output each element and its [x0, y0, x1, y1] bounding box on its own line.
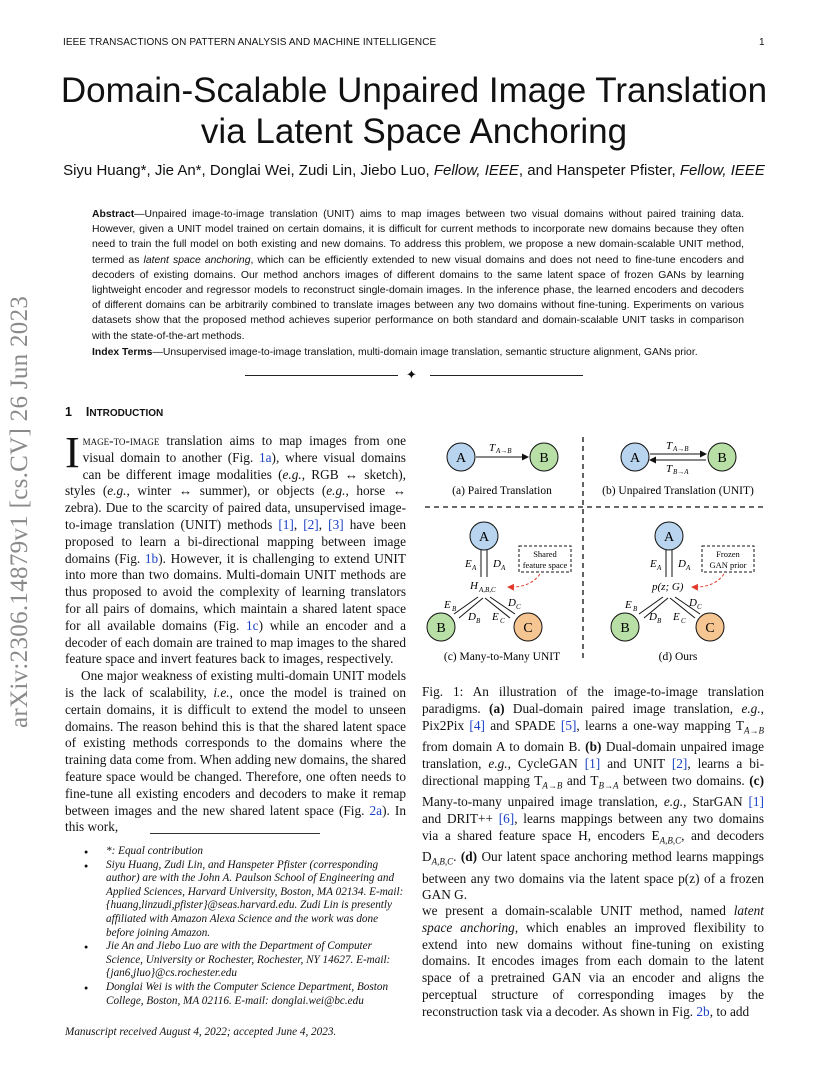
drop-cap: I [65, 428, 80, 477]
text-run: ) while an encoder and a decoder of each domain are trained to map images to the shared feature space and invert features back to images, respectively. [65, 617, 406, 667]
title-line-2: via Latent Space Anchoring [200, 112, 628, 151]
citation-4[interactable]: [4] [469, 717, 485, 733]
text-run: , learns a one-way mapping T [576, 717, 744, 733]
node-a-label: A [478, 530, 490, 545]
text-run: , RGB ↔ sketch), styles ( [65, 466, 407, 499]
index-terms [92, 347, 752, 358]
node-b-label: B [539, 451, 549, 466]
text-run: ), where visual domains can be different image modalities ( [82, 449, 406, 482]
section-heading [65, 405, 163, 419]
d-b-sub: B [476, 617, 481, 625]
t-label: T [666, 463, 673, 475]
d-c-label: D [689, 597, 697, 609]
shared-line-1: Shared [533, 549, 557, 559]
text-run: e.g. [107, 483, 127, 499]
e-b-label: E [625, 599, 632, 611]
arxiv-stamp: arXiv:2306.14879v1 [cs.CV] 26 Jun 2023 [6, 295, 33, 728]
citation-5[interactable]: [5] [560, 717, 577, 733]
node-b-label: B [717, 451, 727, 466]
text-run: e.g. [741, 700, 761, 716]
intro-column [65, 428, 407, 836]
red-pointer [508, 574, 540, 587]
t-label: T [489, 442, 496, 454]
dec-a-sub: A [686, 564, 691, 572]
intro-paragraph-1: Image-to-image translation aims to map images from one visual domain to another (Fig. 1a), where visual domains can be different image modalities (e.g., RGB ↔ sketch), styles (e.g., winter ↔ summer), or objects (e.g., horse ↔ zebra). Due to the scarcity of paired data, unsupervised image-to-image translation (UNIT) methods [1], [2], [3] have been proposed to learn a bi-directional mapping between image domains (Fig. 1b). However, it is challenging to extend UNIT into more than two domains. Multi-domain UNIT methods are thus proposed to avoid the complexity of learning translators for all pairs of domains, which maintain a shared latent space for all available domains (Fig. 1c) while an encoder and a decoder of each domain are trained to map images to the shared feature space and invert features back to images, respectively. [65, 428, 407, 667]
dec-a-label: D [678, 558, 686, 570]
footnote-item: ● *: Equal contribution [106, 845, 406, 859]
footnote-item: ● Jie An and Jiebo Luo are with the Department of Computer Science, University or Rochester, Rochester, NY 14627. E-mail: {jan6,jluo}@cs.rochester.edu [106, 940, 406, 981]
footnote-item: ● Donglai Wei is with the Computer Science Department, Boston College, Boston, MA 02116. E-mail: donglai.wei@bc.edu [106, 981, 406, 1008]
manuscript-note: Manuscript received August 4, 2022; accepted June 4, 2023. [65, 1026, 337, 1038]
text-run: , winter ↔ summer), or objects ( [126, 483, 327, 499]
separator-ornament: ✦ [406, 367, 417, 382]
text-run: A,B,C [659, 835, 682, 846]
latent-label: p(z; G) [652, 581, 684, 593]
d-b-sub: B [657, 617, 662, 625]
text-run: (b) [585, 739, 602, 755]
fig-ref-1c[interactable]: 1c [246, 617, 259, 633]
index-terms-label: Index Terms [92, 347, 153, 358]
text-run: , horse ↔ zebra). Due to the scarcity of paired data, unsupervised image-to-image translation (UNIT) methods [65, 483, 407, 532]
node-b-label: B [620, 621, 630, 636]
abstract-text-1: —Unpaired image-to-image translation (UNIT) aims to map images between two visual domains without paired training data. However, given a UNIT model trained on certain domains, it is difficult for current methods to incorporate new domains because they often need to train the full model on both existing and new domains. To address this problem, we propose a new domain-scalable UNIT method, termed as [92, 209, 744, 266]
text-run: , once the model is trained on certain domains, it is difficult to extend the model to unseen domains. The reason behind this is that the shared latent space of existing methods corresponds to the domains where the training data come from. When adding new domains, the shared feature space would be changed. Therefore, one often needs to fine-tune all existing encoders and decoders to make it remap between images and the new shared latent space (Fig. [65, 684, 406, 818]
text-run: , and decoders D [422, 827, 764, 865]
text-run: Dual-domain unpaired image translation, [422, 739, 765, 771]
t-sub: B→A [673, 468, 689, 476]
node-a-label: A [455, 451, 467, 466]
text-run: have been proposed to learn a bi-directional mapping between image domains (Fig. [65, 516, 406, 566]
caption-a: (a) Paired Translation [452, 485, 552, 497]
dec-a-label: D [493, 558, 501, 570]
e-c-sub: C [500, 617, 505, 625]
text-run: e.g. [663, 794, 684, 810]
fellow-title-1: Fellow, IEEE [433, 162, 519, 179]
enc-a-label: E [650, 558, 657, 570]
citation-3[interactable]: [3] [328, 516, 344, 532]
caption-b: (b) Unpaired Translation (UNIT) [602, 485, 754, 497]
fig-ref-2a[interactable]: 2a [369, 802, 383, 818]
text-run: Fig. 1: An illustration of the image-to-image translation paradigms. [422, 684, 764, 716]
citation-1[interactable]: [1] [584, 755, 601, 771]
text-run: e.g. [282, 466, 302, 482]
title-line-1: Domain-Scalable Unpaired Image Translation [60, 71, 768, 110]
text-run: (d) [460, 849, 478, 865]
text-run: Our latent space anchoring method learns mappings between any two domains via the latent space p(z) of a frozen GAN G. [422, 849, 764, 903]
node-b-label: B [436, 621, 446, 636]
abstract-label: Abstract [92, 209, 135, 220]
citation-2[interactable]: [2] [303, 516, 319, 532]
d-b-label: D [468, 611, 476, 623]
text-run: and T [562, 772, 599, 788]
fig-ref-1a[interactable]: 1a [258, 449, 272, 465]
t-sub: A→B [673, 445, 689, 453]
e-b-label: E [444, 599, 451, 611]
text-run: and DRIT++ [422, 810, 499, 826]
figure-1 [420, 432, 770, 672]
footnotes [84, 845, 406, 1008]
text-run: latent space anchoring [422, 903, 764, 935]
footnote-rule [150, 833, 320, 834]
text-run: , learns a bi-directional mapping T [422, 755, 764, 788]
footnote-item: ● Siyu Huang, Zudi Lin, and Hanspeter Pfister (corresponding author) are with the John A. Paulson School of Engineering and Applied Sciences, Harvard University, Boston, MA 02134. E-mail: {huang,linzudi,pfister}@seas.harvard.edu. Zudi Lin is presently affiliated with Amazon Alexa Science and the work was done before joining Amazon. [106, 859, 406, 941]
d-b-label: D [649, 611, 657, 623]
text-run: and UNIT [600, 755, 672, 771]
paper-title [40, 70, 788, 152]
caption-d: (d) Ours [658, 651, 698, 663]
journal-header: IEEE TRANSACTIONS ON PATTERN ANALYSIS AND MACHINE INTELLIGENCE [63, 37, 437, 48]
text-run: translation aims to map images from one visual domain to another (Fig. [82, 433, 406, 465]
dec-a-sub: A [501, 564, 506, 572]
e-c-label: E [492, 611, 499, 623]
section-number: 1 [65, 405, 72, 419]
text-run: A→B [744, 725, 764, 736]
shared-line-2: feature space [522, 560, 568, 570]
node-a-label: A [629, 451, 641, 466]
text-run: we present a domain-scalable UNIT method, named [422, 903, 734, 918]
text-run: StarGAN [692, 794, 749, 810]
caption-c: (c) Many-to-Many UNIT [443, 651, 561, 663]
enc-a-sub: A [657, 564, 662, 572]
index-terms-text: —Unsupervised image-to-image translation, multi-domain image translation, semantic structure alignment, GANs prior. [152, 347, 698, 358]
text-run: A,B,C [431, 856, 454, 867]
text-run: ). In this work, [65, 802, 407, 835]
text-run: from domain A to domain B. [422, 739, 586, 755]
page-number: 1 [759, 37, 765, 48]
citation-1[interactable]: [1] [278, 516, 294, 532]
text-run: between two domains. [618, 772, 750, 788]
right-column-text [422, 903, 764, 1021]
text-run: (c) [749, 772, 764, 788]
section-title-rest: NTRODUCTION [89, 408, 164, 419]
separator-right [430, 375, 583, 376]
separator-left [245, 375, 398, 376]
section-title-first: I [85, 405, 90, 419]
frozen-line-1: Frozen [716, 549, 740, 559]
text-run: , which enables an improved flexibility to extend into new domains without fine-tuning on existing domains. It encodes images from each domain to the latent space of a pretrained GAN via an encoder and aligns the perceptual structure of corresponding images by the reconstruction task via a decoder. As shown in Fig. [422, 919, 764, 1019]
text-run: A→B [542, 780, 563, 791]
fig-ref-1b[interactable]: 1b [144, 550, 159, 566]
text-run: ). However, it is challenging to extend UNIT into more than two domains. Multi-domain UNIT methods are thus proposed to avoid the complexity of learning translators for all pairs of domains, which maintain a shared latent space for all available domains (Fig. [65, 550, 406, 633]
intro-paragraph-2 [65, 668, 406, 836]
text-run: i.e. [213, 684, 230, 700]
d-c-label: D [508, 597, 516, 609]
lead-small-caps: mage-to-image [82, 433, 160, 448]
e-b-sub: B [633, 605, 638, 613]
d-c-sub: C [697, 603, 702, 611]
t-label: T [666, 440, 673, 452]
node-a-label: A [663, 530, 675, 545]
t-sub: A→B [496, 447, 512, 455]
h-label: H [470, 580, 478, 592]
abstract [92, 207, 744, 344]
text-run: CycleGAN [517, 755, 585, 771]
text-run: (a) [489, 700, 505, 716]
authors-main: Siyu Huang*, Jie An*, Donglai Wei, Zudi Lin, Jiebo Luo, [63, 162, 434, 179]
abstract-emphasis: latent space anchoring [143, 254, 251, 266]
frozen-line-2: GAN prior [709, 560, 747, 570]
e-b-sub: B [452, 605, 457, 613]
h-sub: A,B,C [479, 586, 496, 594]
e-c-sub: C [681, 617, 686, 625]
node-c-label: C [523, 621, 533, 636]
fellow-title-2: Fellow, IEEE [679, 162, 765, 179]
enc-a-label: E [465, 558, 472, 570]
text-run: , to add [709, 1003, 750, 1019]
text-run: Dual-domain paired image translation, [504, 700, 742, 716]
abstract-text-2: , which can be efficiently extended to new visual domains and does not need to fine-tune encoders and decoders of existing domains. Our method anchors images of different domains to the same latent space of frozen GANs by learning lightweight encoder and regressor models to reconstruct single-domain images. In the inference phase, the learned encoders and decoders of different domains can be arbitrarily combined to translate images between any two domains without fine-tuning. Experiments on various datasets show that the proposed method achieves superior performance on both standard and domain-scalable UNIT tasks in comparison with the state-of-the-art methods. [92, 254, 744, 342]
citation-2[interactable]: [2] [671, 755, 688, 771]
text-run: Many-to-many unpaired image translation, [422, 794, 664, 810]
text-run: e.g. [488, 755, 508, 771]
text-run: e.g. [326, 483, 346, 499]
text-run: , learns mappings between any two domains via a shared feature space H, encoders E [422, 810, 764, 843]
author-list [40, 162, 788, 179]
authors-and: , and Hanspeter Pfister, [518, 162, 680, 179]
enc-a-sub: A [472, 564, 477, 572]
text-run: One major weakness of existing multi-domain UNIT models is the lack of scalability, [65, 668, 406, 700]
figure-1-caption: Fig. 1: An illustration of the image-to-image translation paradigms. (a) Dual-domain paired image translation, e.g., Pix2Pix [4] and SPADE [5], learns a one-way mapping $T_{A\to B}$ from domain A to domain B. (b) Dual-domain unpaired image translation, e.g., CycleGAN [1] and UNIT [2], learns a bi-directional mapping $T_{A\to B}$ and $T_{B\to A}$ between two domains. (c) Many-to-many unpaired image translation, e.g., StarGAN [1] and DRIT++ [6], learns mappings between any two domains via a shared feature space H, encoders $E_{A,B,C}$, and decoders $D_{A,B,C}$. (d) Our latent space anchoring method learns mappings between any two domains via the latent space p(z) of a frozen GAN G. [422, 684, 765, 903]
text-run: B→A [598, 780, 619, 791]
text-run: and SPADE [484, 717, 561, 733]
node-c-label: C [705, 621, 715, 636]
fig-ref-2b[interactable]: 2b [696, 1003, 710, 1019]
citation-6[interactable]: [6] [498, 810, 515, 826]
d-c-sub: C [516, 603, 521, 611]
red-pointer [692, 574, 724, 587]
citation-1[interactable]: [1] [748, 794, 764, 810]
text-run: Pix2Pix [422, 717, 470, 733]
e-c-label: E [673, 611, 680, 623]
